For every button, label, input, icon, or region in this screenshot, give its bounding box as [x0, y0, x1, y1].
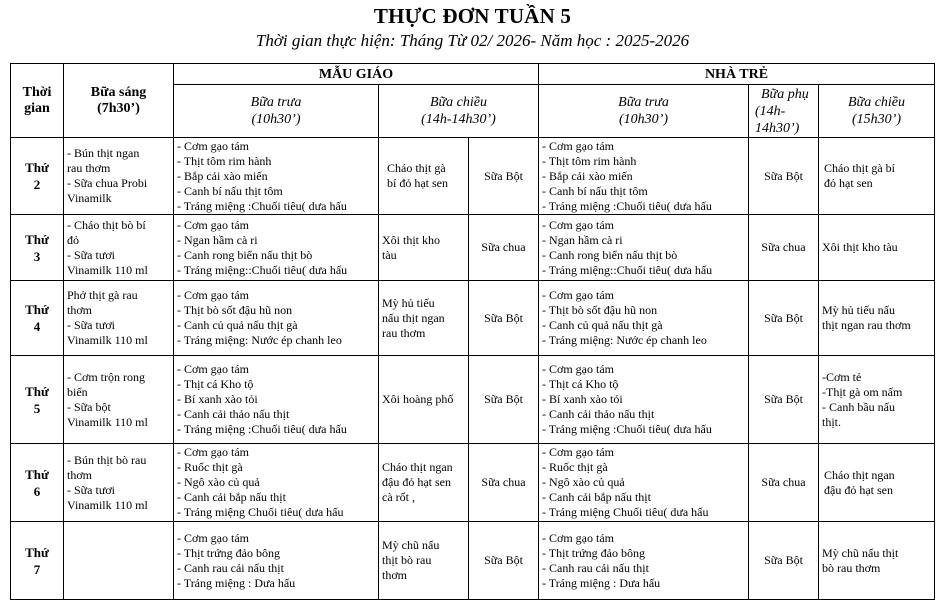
header-nt-lunch: [539, 85, 749, 138]
breakfast-line: Vinamilk 110 ml: [67, 414, 148, 429]
day-label: Thứ: [25, 466, 49, 482]
mg-afternoon-dish-cell: [379, 444, 469, 522]
day-cell: [11, 444, 64, 522]
nt-lunch-line: - Tráng miệng: Nước ép chanh leo: [542, 333, 707, 347]
nt-lunch-line: - Tráng miệng : Dưa hấu: [542, 575, 661, 590]
mg-lunch-line: - Canh bí nấu thịt tôm: [177, 183, 283, 198]
breakfast-line: - Cháo thịt bò bí: [67, 217, 146, 232]
mg-lunch-line: - Thịt bò sốt đậu hũ non: [177, 303, 293, 317]
breakfast-line: - Sữa chua Probi: [67, 176, 148, 190]
header-nt-afternoon-line1: Bữa chiều: [848, 95, 906, 110]
header-nt-snack-line2: (14h-: [755, 103, 786, 119]
breakfast-cell: [64, 138, 174, 215]
nt-snack-label: Sữa Bột: [764, 553, 803, 567]
breakfast-line: - Bún thịt ngan: [67, 146, 140, 160]
nt-lunch-line: - Bắp cải xào miến: [542, 168, 633, 183]
mg-afternoon-dish-cell: [379, 138, 469, 215]
day-number: 6: [33, 483, 41, 499]
mg-lunch-line: - Thịt trứng đảo bông: [177, 545, 280, 560]
header-nt-lunch-line1: Bữa trưa: [618, 95, 669, 110]
breakfast-line: đỏ: [67, 232, 79, 247]
mg-lunch-cell: [174, 138, 379, 215]
mg-lunch-line: - Ruốc thịt gà: [177, 460, 243, 474]
nt-lunch-cell: [539, 215, 749, 281]
header-mg-lunch-line1: Bữa trưa: [250, 95, 302, 110]
mg-afternoon-milk-label: Sữa Bột: [484, 392, 523, 406]
nt-snack-label: Sữa Bột: [764, 168, 803, 183]
mg-lunch-line: - Ngô xào củ quả: [177, 475, 260, 489]
nt-lunch-line: - Cơm gạo tám: [542, 138, 614, 153]
mg-afternoon-dish-line: Xôi thịt kho: [382, 232, 441, 247]
mg-lunch-line: - Tráng miệng :Chuối tiêu( dưa hấu: [177, 198, 347, 213]
breakfast-line: - Bún thịt bò rau: [67, 452, 147, 467]
mg-lunch-line: - Tráng miệng : Dưa hấu: [177, 575, 296, 590]
nt-afternoon-line: Mỳ chũ nấu thịt: [822, 545, 899, 560]
mg-lunch-line: - Canh cải thảo nấu thịt: [177, 407, 290, 421]
breakfast-cell: [64, 444, 174, 522]
mg-lunch-line: - Tráng miệng :Chuối tiêu( dưa hấu: [177, 422, 347, 436]
nt-lunch-line: - Cơm gạo tám: [542, 362, 614, 376]
nt-lunch-line: - Tráng miệng :Chuối tiêu( dưa hấu: [542, 198, 712, 213]
menu-row: [11, 356, 935, 444]
day-label: Thứ: [25, 383, 49, 399]
header-mg-lunch: [174, 85, 379, 138]
header-nt-snack-line1: Bữa phụ: [761, 86, 809, 102]
mg-lunch-cell: [174, 444, 379, 522]
nt-lunch-line: - Cơm gạo tám: [542, 445, 614, 459]
mg-afternoon-milk-label: Sữa chua: [481, 240, 526, 254]
day-number: 3: [33, 248, 41, 264]
nt-snack-cell: [749, 281, 819, 356]
nt-afternoon-line: -Thịt gà om nấm: [822, 384, 903, 399]
breakfast-line: - Sữa tươi: [67, 247, 116, 262]
mg-lunch-line: - Bí xanh xào tỏi: [177, 392, 258, 406]
breakfast-line: Vinamilk 110 ml: [67, 333, 148, 347]
nt-lunch-line: - Ngan hầm cà ri: [542, 232, 623, 247]
nt-snack-cell: [749, 138, 819, 215]
day-label: Thứ: [25, 231, 49, 247]
breakfast-line: - Sữa tươi: [67, 318, 116, 332]
mg-lunch-cell: [174, 522, 379, 600]
menu-row: [11, 444, 935, 522]
nt-afternoon-cell: [819, 138, 935, 215]
header-nt-lunch-line2: (10h30’): [619, 112, 668, 127]
mg-lunch-cell: [174, 281, 379, 356]
mg-lunch-line: - Cơm gạo tám: [177, 362, 249, 376]
nt-afternoon-line: Xôi thịt kho tàu: [822, 240, 898, 254]
nt-lunch-line: - Bí xanh xào tỏi: [542, 392, 623, 406]
header-time-label: Thời gian: [22, 84, 52, 116]
mg-afternoon-milk-label: Sữa Bột: [484, 310, 523, 325]
mg-lunch-line: - Canh rau cải nấu thịt: [177, 560, 284, 575]
header-mau-giao: MẪU GIÁO: [174, 64, 539, 85]
menu-body: [11, 138, 935, 600]
nt-lunch-line: - Canh rau cải nấu thịt: [542, 560, 649, 575]
day-number: 4: [33, 319, 41, 334]
breakfast-cell: [64, 356, 174, 444]
nt-lunch-line: - Cơm gạo tám: [542, 288, 614, 302]
mg-afternoon-dish-line: tàu: [382, 247, 397, 262]
mg-afternoon-dish-line: thịt bò rau: [382, 553, 432, 567]
nt-lunch-line: - Cơm gạo tám: [542, 530, 614, 545]
nt-snack-cell: [749, 444, 819, 522]
nt-snack-label: Sữa Bột: [764, 310, 803, 325]
mg-afternoon-dish-line: cà rốt ,: [382, 490, 415, 504]
mg-lunch-line: - Cơm gạo tám: [177, 288, 249, 302]
mg-lunch-line: - Tráng miệng Chuối tiêu( dưa hấu: [177, 505, 344, 519]
mg-afternoon-milk-cell: [469, 444, 539, 522]
nt-lunch-line: - Ruốc thịt gà: [542, 460, 608, 474]
mg-lunch-line: - Ngan hầm cà ri: [177, 232, 258, 247]
nt-lunch-line: - Canh cải bắp nấu thịt: [542, 490, 651, 504]
breakfast-line: - Sữa bột: [67, 399, 111, 414]
mg-afternoon-dish-line: rau thơm: [382, 325, 426, 340]
breakfast-line: Vinamilk 110 ml: [67, 262, 148, 277]
nt-lunch-cell: [539, 522, 749, 600]
nt-lunch-line: - Tráng miệng::Chuối tiêu( dưa hấu: [542, 262, 713, 277]
menu-row: [11, 138, 935, 215]
mg-lunch-line: - Thịt tôm rim hành: [177, 153, 272, 168]
nt-snack-label: Sữa Bột: [764, 392, 803, 406]
header-breakfast-line1: Bữa sáng: [90, 84, 147, 100]
nt-lunch-line: - Canh củ quả nấu thịt gà: [542, 318, 663, 332]
header-nt-snack: [749, 85, 819, 138]
breakfast-line: rau thơm: [67, 161, 111, 175]
nt-snack-cell: [749, 215, 819, 281]
nt-afternoon-cell: [819, 444, 935, 522]
header-mg-lunch-line2: (10h30’): [251, 112, 301, 127]
mg-afternoon-dish-line: Cháo thịt gà: [387, 161, 446, 175]
nt-lunch-line: - Canh rong biển nấu thịt bò: [542, 247, 678, 262]
nt-afternoon-line: Mỳ hủ tiếu nấu: [822, 303, 895, 317]
day-label: Thứ: [25, 544, 49, 560]
mg-afternoon-dish-cell: [379, 356, 469, 444]
nt-lunch-line: - Tráng miệng Chuối tiêu( dưa hấu: [542, 505, 709, 519]
nt-lunch-cell: [539, 356, 749, 444]
mg-afternoon-dish-line: đậu đỏ hạt sen: [382, 475, 451, 489]
nt-lunch-line: - Tráng miệng :Chuối tiêu( dưa hấu: [542, 422, 712, 436]
nt-lunch-line: - Thịt tôm rim hành: [542, 153, 637, 168]
nt-lunch-line: - Canh bí nấu thịt tôm: [542, 183, 648, 198]
header-mg-afternoon: [379, 85, 539, 138]
header-breakfast-line2: (7h30’): [97, 100, 140, 116]
mg-lunch-line: - Canh củ quả nấu thịt gà: [177, 318, 298, 332]
nt-afternoon-line: - Canh bầu nấu: [822, 399, 895, 414]
menu-table: [10, 63, 935, 600]
nt-lunch-line: - Thịt bò sốt đậu hũ non: [542, 303, 658, 317]
mg-afternoon-dish-cell: [379, 281, 469, 356]
nt-lunch-line: - Thịt trứng đảo bông: [542, 545, 645, 560]
mg-lunch-line: - Cơm gạo tám: [177, 217, 249, 232]
mg-lunch-line: - Cơm gạo tám: [177, 530, 249, 545]
nt-afternoon-line: thịt ngan rau thơm: [822, 318, 911, 332]
header-mg-afternoon-line2: (14h-14h30’): [421, 112, 496, 127]
breakfast-cell: [64, 281, 174, 356]
nt-lunch-line: - Canh cải thảo nấu thịt: [542, 407, 655, 421]
nt-lunch-line: - Thịt cá Kho tộ: [542, 377, 619, 391]
mg-afternoon-milk-label: Sữa Bột: [484, 168, 523, 183]
mg-lunch-line: - Cơm gạo tám: [177, 445, 249, 459]
day-cell: [11, 281, 64, 356]
breakfast-line: Vinamilk 110 ml: [67, 497, 148, 512]
header-time: [11, 64, 64, 138]
mg-afternoon-milk-label: Sữa chua: [481, 475, 526, 489]
nt-lunch-line: - Ngô xào củ quả: [542, 475, 625, 489]
mg-lunch-line: - Cơm gạo tám: [177, 138, 249, 153]
mg-lunch-cell: [174, 215, 379, 281]
page-title: THỰC ĐƠN TUẦN 5: [373, 4, 572, 28]
nt-lunch-line: - Cơm gạo tám: [542, 217, 614, 232]
mg-afternoon-milk-cell: [469, 356, 539, 444]
mg-afternoon-dish-line: thơm: [382, 568, 408, 582]
day-cell: [11, 215, 64, 281]
header-nt-afternoon-line2: (15h30’): [852, 112, 902, 127]
mg-lunch-line: - Canh rong biển nấu thịt bò: [177, 247, 313, 262]
mg-afternoon-dish-line: Mỳ chũ nấu: [382, 538, 440, 552]
nt-snack-cell: [749, 522, 819, 600]
mg-lunch-line: - Tráng miệng::Chuối tiêu( dưa hấu: [177, 262, 348, 277]
breakfast-line: - Sữa tươi: [67, 482, 116, 497]
day-number: 7: [33, 561, 41, 577]
mg-lunch-line: - Canh cải bắp nấu thịt: [177, 490, 286, 504]
mg-afternoon-dish-line: Mỳ hủ tiếu: [382, 295, 435, 310]
mg-afternoon-milk-cell: [469, 522, 539, 600]
mg-afternoon-dish-line: bí đỏ hạt sen: [387, 176, 448, 190]
header-nha-tre: NHÀ TRẺ: [539, 64, 935, 85]
mg-afternoon-milk-cell: [469, 215, 539, 281]
day-number: 5: [33, 400, 41, 416]
menu-row: [11, 215, 935, 281]
breakfast-line: Vinamilk: [67, 191, 112, 205]
nt-afternoon-cell: [819, 522, 935, 600]
header-nt-snack-line3: 14h30’): [755, 120, 800, 136]
nt-snack-label: Sữa chua: [761, 240, 806, 254]
breakfast-line: Phở thịt gà rau: [67, 288, 138, 302]
nt-afternoon-cell: [819, 215, 935, 281]
header-nt-afternoon: [819, 85, 935, 138]
breakfast-line: thơm: [67, 303, 93, 317]
mg-lunch-cell: [174, 356, 379, 444]
mg-afternoon-dish-line: Xôi hoàng phố: [382, 392, 454, 406]
nt-afternoon-line: thịt.: [822, 414, 842, 429]
nt-afternoon-line: Cháo thịt ngan: [824, 467, 895, 482]
breakfast-cell: [64, 522, 174, 600]
nt-afternoon-line: Cháo thịt gà bí: [824, 161, 895, 175]
nt-lunch-cell: [539, 138, 749, 215]
day-cell: [11, 356, 64, 444]
day-cell: [11, 522, 64, 600]
menu-row: [11, 522, 935, 600]
mg-afternoon-milk-cell: [469, 281, 539, 356]
day-label: Thứ: [25, 302, 49, 317]
mg-afternoon-dish-line: Cháo thịt ngan: [382, 460, 453, 474]
nt-snack-label: Sữa chua: [761, 475, 806, 489]
breakfast-line: - Cơm trộn rong: [67, 369, 146, 384]
header-mg-afternoon-line1: Bữa chiều: [429, 95, 487, 110]
breakfast-line: thơm: [67, 467, 93, 482]
page-subtitle: Thời gian thực hiện: Tháng Từ 02/ 2026- Năm học : 2025-2026: [255, 31, 690, 50]
nt-afternoon-line: đậu đỏ hạt sen: [824, 482, 893, 497]
menu-row: [11, 281, 935, 356]
nt-afternoon-cell: [819, 356, 935, 444]
mg-afternoon-dish-cell: [379, 522, 469, 600]
nt-afternoon-cell: [819, 281, 935, 356]
mg-lunch-line: - Thịt cá Kho tộ: [177, 377, 254, 391]
nt-lunch-cell: [539, 444, 749, 522]
header-breakfast: [64, 64, 174, 138]
mg-afternoon-milk-cell: [469, 138, 539, 215]
breakfast-cell: [64, 215, 174, 281]
breakfast-line: biển: [67, 384, 88, 399]
mg-lunch-line: - Bắp cải xào miến: [177, 168, 268, 183]
day-label: Thứ: [25, 160, 49, 175]
mg-lunch-line: - Tráng miệng: Nước ép chanh leo: [177, 333, 342, 347]
mg-afternoon-dish-line: nấu thịt ngan: [382, 310, 445, 325]
mg-afternoon-dish-cell: [379, 215, 469, 281]
day-number: 2: [33, 177, 41, 192]
day-cell: [11, 138, 64, 215]
mg-afternoon-milk-label: Sữa Bột: [484, 553, 523, 567]
nt-afternoon-line: đỏ hạt sen: [824, 176, 873, 190]
nt-afternoon-line: -Cơm tẻ: [822, 369, 862, 384]
nt-snack-cell: [749, 356, 819, 444]
nt-afternoon-line: bò rau thơm: [822, 560, 881, 575]
nt-lunch-cell: [539, 281, 749, 356]
